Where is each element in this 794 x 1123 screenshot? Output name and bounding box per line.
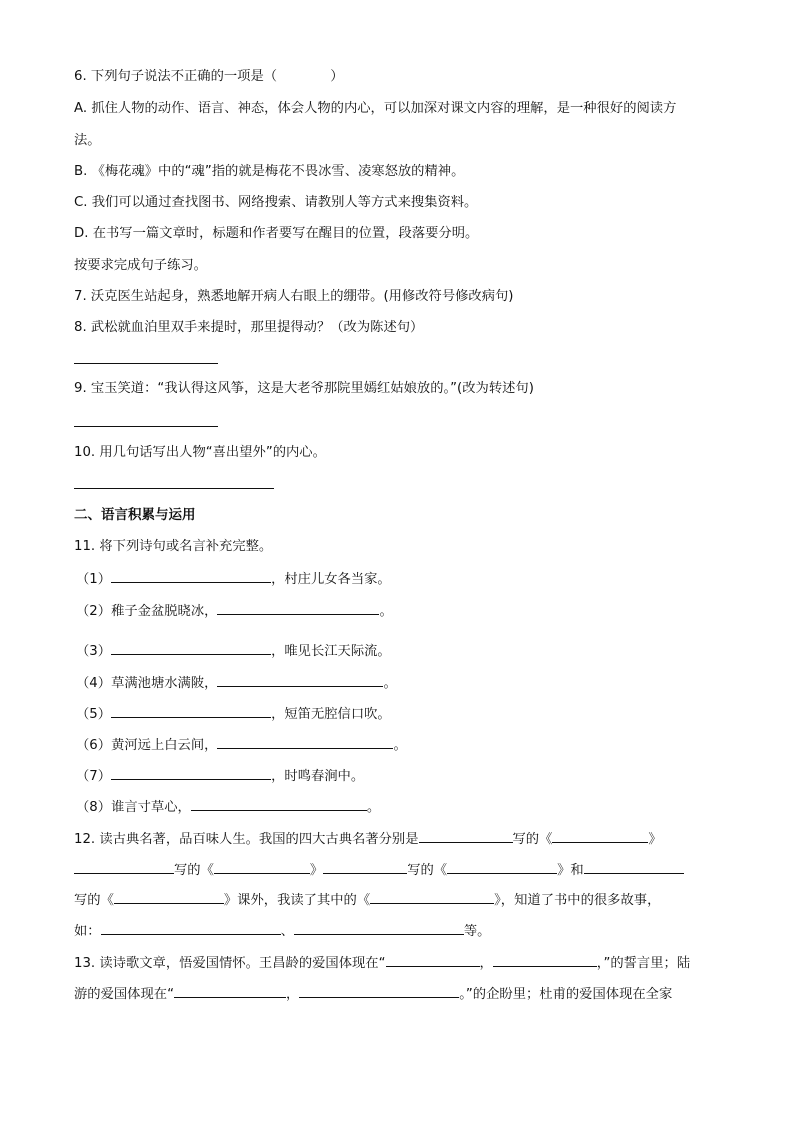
q11-blank-2[interactable] bbox=[217, 600, 379, 615]
q8: 8. 武松就血泊里双手来提时，那里提得动？（改为陈述句） bbox=[74, 320, 424, 335]
q12-blank-author-2[interactable] bbox=[214, 859, 310, 874]
q12-blank-book-1-cont[interactable] bbox=[74, 859, 174, 874]
q11-blank-8[interactable] bbox=[191, 796, 367, 811]
q13-blank-1[interactable] bbox=[386, 952, 480, 967]
q9: 9. 宝玉笑道：“我认得这风筝，这是大老爷那院里嫣红姑娘放的。”(改为转述句) bbox=[74, 381, 534, 396]
q12-blank-author-3[interactable] bbox=[447, 859, 557, 874]
q11-blank-4[interactable] bbox=[217, 672, 383, 687]
q12-line-2: 写的《 》 写的《 》和 bbox=[74, 859, 684, 881]
q12-blank-book-3[interactable] bbox=[584, 859, 684, 874]
q13-blank-2[interactable] bbox=[493, 952, 597, 967]
q10-answer-line[interactable] bbox=[74, 488, 274, 489]
q6-stem: 6. 下列句子说法不正确的一项是（ ） bbox=[74, 69, 344, 84]
q12-blank-read-book[interactable] bbox=[370, 889, 494, 904]
q12-line-1: 12. 读古典名著，品百味人生。我国的四大古典名著分别是 写的《 》 bbox=[74, 828, 662, 850]
q7: 7. 沃克医生站起身，熟悉地解开病人右眼上的绷带。(用修改符号修改病句) bbox=[74, 289, 514, 304]
q10: 10. 用几句话写出人物“喜出望外”的内心。 bbox=[74, 445, 326, 460]
q12-blank-author-1[interactable] bbox=[419, 828, 513, 843]
q11-blank-3[interactable] bbox=[111, 640, 271, 655]
q11-item-8: （8）谁言寸草心， 。 bbox=[76, 796, 380, 818]
q12-blank-book-1[interactable] bbox=[552, 828, 648, 843]
q11-item-3: （3） ，唯见长江天际流。 bbox=[76, 640, 391, 662]
q6-option-b: B. 《梅花魂》中的“魂”指的就是梅花不畏冰雪、凌寒怒放的精神。 bbox=[74, 164, 465, 179]
q11-item-6: （6）黄河远上白云间， 。 bbox=[76, 734, 407, 756]
q11-item-5: （5） ，短笛无腔信口吹。 bbox=[76, 703, 391, 725]
q13-line-2: 游的爱国体现在“ ， 。”的企盼里；杜甫的爱国体现在全家 bbox=[74, 983, 672, 1005]
q12-line-4: 如： 、 等。 bbox=[74, 920, 490, 942]
q11-item-2: （2）稚子金盆脱晓冰， 。 bbox=[76, 600, 393, 622]
q11-item-1: （1） ，村庄儿女各当家。 bbox=[76, 568, 391, 590]
instruction: 按要求完成句子练习。 bbox=[74, 258, 207, 273]
q9-answer-line[interactable] bbox=[74, 426, 218, 427]
q13-blank-4[interactable] bbox=[299, 983, 459, 998]
q13-line-1: 13. 读诗歌文章，悟爱国情怀。王昌龄的爱国体现在“ ， ，”的誓言里；陆 bbox=[74, 952, 690, 974]
q13-blank-3[interactable] bbox=[174, 983, 286, 998]
q8-answer-line[interactable] bbox=[74, 363, 218, 364]
q12-blank-book-2[interactable] bbox=[323, 859, 407, 874]
q12-line-3: 写的《 》课外，我读了其中的《 》，知道了书中的很多故事， bbox=[74, 889, 660, 911]
section-title: 二、语言积累与运用 bbox=[74, 507, 196, 523]
q11-blank-6[interactable] bbox=[217, 734, 393, 749]
q11-blank-1[interactable] bbox=[111, 568, 271, 583]
q6-option-c: C. 我们可以通过查找图书、网络搜索、请教别人等方式来搜集资料。 bbox=[74, 195, 478, 210]
q12-blank-story-1[interactable] bbox=[101, 920, 281, 935]
q11-item-7: （7） ，时鸣春涧中。 bbox=[76, 765, 364, 787]
q6-option-a: A. 抓住人物的动作、语言、神态，体会人物的内心，可以加深对课文内容的理解，是一种很好的阅读方 bbox=[74, 101, 677, 116]
q6-option-d: D. 在书写一篇文章时，标题和作者要写在醒目的位置，段落要分明。 bbox=[74, 226, 479, 241]
q12-blank-story-2[interactable] bbox=[294, 920, 464, 935]
q11-item-4: （4）草满池塘水满陂， 。 bbox=[76, 672, 397, 694]
q11-blank-5[interactable] bbox=[111, 703, 271, 718]
q12-blank-book-4[interactable] bbox=[114, 889, 224, 904]
q11-stem: 11. 将下列诗句或名言补充完整。 bbox=[74, 539, 273, 554]
q6-option-a-cont: 法。 bbox=[74, 133, 101, 148]
q11-blank-7[interactable] bbox=[111, 765, 271, 780]
